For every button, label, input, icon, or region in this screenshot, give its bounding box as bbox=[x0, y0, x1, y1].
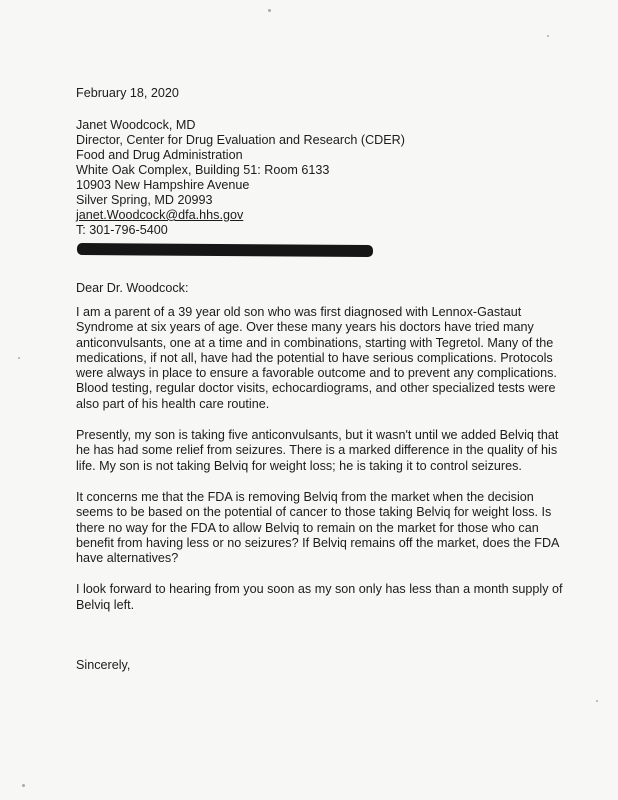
body-paragraph: I look forward to hearing from you soon as my son only has less than a month supply of Belviq left. bbox=[76, 582, 563, 612]
letter-body bbox=[76, 305, 566, 629]
closing: Sincerely, bbox=[76, 658, 131, 672]
scan-speck bbox=[268, 9, 271, 12]
recipient-agency: Food and Drug Administration bbox=[76, 148, 243, 162]
redaction-bar bbox=[77, 243, 373, 257]
recipient-building: White Oak Complex, Building 51: Room 6133 bbox=[76, 163, 330, 177]
scan-speck bbox=[22, 784, 25, 787]
body-paragraph: It concerns me that the FDA is removing Belviq from the market when the decision seems to be based on the potential of cancer to those taking Belviq for weight loss. Is there no way for the FDA to allow Belviq to remain on the market for those who can benefit from having less or no seizures? If Belviq remains off the market, does the FDA have alternatives? bbox=[76, 489, 559, 566]
scan-speck bbox=[547, 35, 549, 37]
letter-header bbox=[76, 86, 566, 238]
body-paragraph: I am a parent of a 39 year old son who was first diagnosed with Lennox-Gastaut Syndrome at six years of age. Over these many years his doctors have tried many anticonvulsants, one at a time and in combinations, starting with Tegretol. Many of the medications, if not all, have had the potential to have serious complications. Protocols were always in place to ensure a favorable outcome and to prevent any complications. Blood testing, regular doctor visits, echocardiograms, and other specialized tests were also part of his health care routine. bbox=[76, 305, 557, 411]
body-paragraph: Presently, my son is taking five anticonvulsants, but it wasn't until we added Belviq that he has had some relief from seizures. There is a marked difference in the quality of his life. My son is not taking Belviq for weight loss; he is taking it to control seizures. bbox=[76, 428, 559, 473]
recipient-address bbox=[76, 118, 566, 238]
recipient-city: Silver Spring, MD 20993 bbox=[76, 193, 213, 207]
letter-date: February 18, 2020 bbox=[76, 86, 179, 100]
recipient-title: Director, Center for Drug Evaluation and Research (CDER) bbox=[76, 133, 405, 147]
recipient-email: janet.Woodcock@dfa.hhs.gov bbox=[76, 208, 244, 222]
recipient-street: 10903 New Hampshire Avenue bbox=[76, 178, 250, 192]
scan-speck bbox=[18, 357, 20, 359]
scan-speck bbox=[596, 700, 598, 702]
salutation: Dear Dr. Woodcock: bbox=[76, 281, 189, 295]
recipient-name: Janet Woodcock, MD bbox=[76, 118, 196, 132]
recipient-phone: T: 301-796-5400 bbox=[76, 223, 168, 237]
